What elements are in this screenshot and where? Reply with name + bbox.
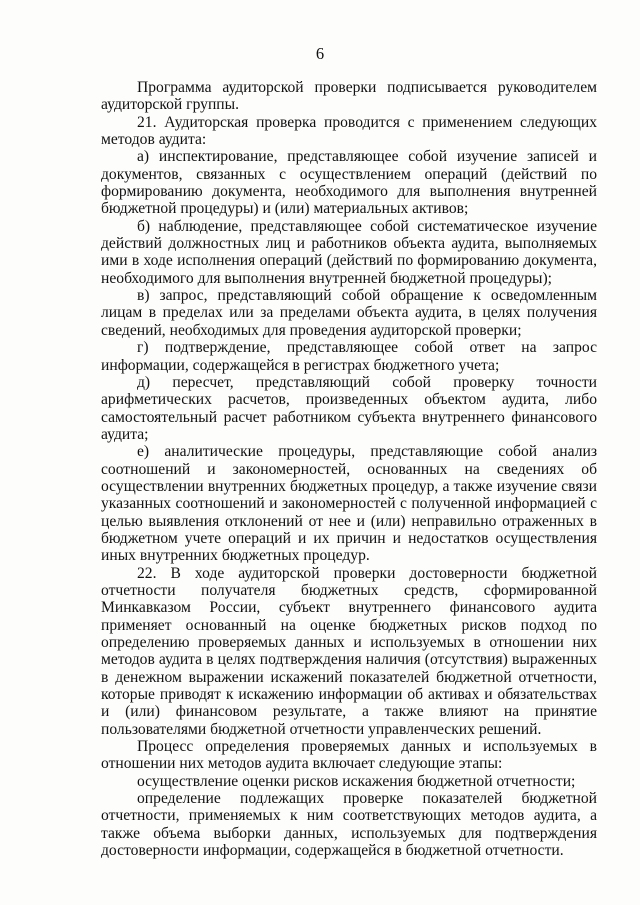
list-item-b-observation: б) наблюдение, представляющее собой систематическое изучение действий должностных лиц и работников объекта аудита, выполняемых ими в ходе исполнения операций (действий по формированию документа, необходимого для выполнения внутренней бюджетной процедуры); bbox=[101, 217, 597, 287]
paragraph-process-stages: Процесс определения проверяемых данных и используемых в отношении них методов аудита включает следующие этапы: bbox=[101, 738, 597, 773]
list-item-a-inspection: а) инспектирование, представляющее собой изучение записей и документов, связанных с осуществлением операций (действий по формированию документа, необходимого для выполнения внутренней бюджетной процедуры) и (или) материальных активов; bbox=[101, 148, 597, 218]
list-item-d-recalculation: д) пересчет, представляющий собой проверку точности арифметических расчетов, произведенных объектом аудита, либо самостоятельный расчет работником субъекта внутреннего финансового аудита; bbox=[101, 373, 597, 443]
list-item-g-confirmation: г) подтверждение, представляющее собой ответ на запрос информации, содержащейся в регистрах бюджетного учета; bbox=[101, 339, 597, 374]
document-body bbox=[101, 79, 597, 859]
stage-risk-assessment: осуществление оценки рисков искажения бюджетной отчетности; bbox=[137, 772, 576, 790]
paragraph-21-audit-methods: 21. Аудиторская проверка проводится с применением следующих методов аудита: bbox=[101, 113, 597, 149]
stage-indicator-selection: определение подлежащих проверке показателей бюджетной отчетности, применяемых к ним соответствующих методов аудита, а также объема выборки данных, используемых для подтверждения достоверности информации, содержащейся в бюджетной отчетности. bbox=[101, 790, 597, 860]
list-item-e-analytical-procedures: е) аналитические процедуры, представляющие собой анализ соотношений и закономерностей, основанных на сведениях об осуществлении внутренних бюджетных процедур, а также изучение связи указанных соотношений и закономерностей с полученной информацией с целью выявления отклонений от нее и (или) неправильно отраженных в бюджетном учете операций и их причин и недостатков осуществления иных внутренних бюджетных процедур. bbox=[101, 443, 597, 565]
paragraph-22-reporting-reliability: 22. В ходе аудиторской проверки достоверности бюджетной отчетности получателя бюджетных средств, сформированной Минкавказом России, субъект внутреннего финансового аудита применяет основанный на оценке бюджетных рисков подход по определению проверяемых данных и используемых в отношении них методов аудита в целях подтверждения наличия (отсутствия) выраженных в денежном выражении искажений показателей бюджетной отчетности, которые приводят к искажению информации об активах и обязательствах и (или) финансовом результате, а также влияют на принятие пользователями бюджетной отчетности управленческих решений. bbox=[101, 564, 597, 738]
list-item-v-inquiry: в) запрос, представляющий собой обращение к осведомленным лицам в пределах или за пределами объекта аудита, в целях получения сведений, необходимых для проведения аудиторской проверки; bbox=[101, 287, 597, 339]
paragraph-audit-program-signature: Программа аудиторской проверки подписывается руководителем аудиторской группы. bbox=[101, 79, 597, 114]
page-number: 6 bbox=[315, 44, 325, 63]
